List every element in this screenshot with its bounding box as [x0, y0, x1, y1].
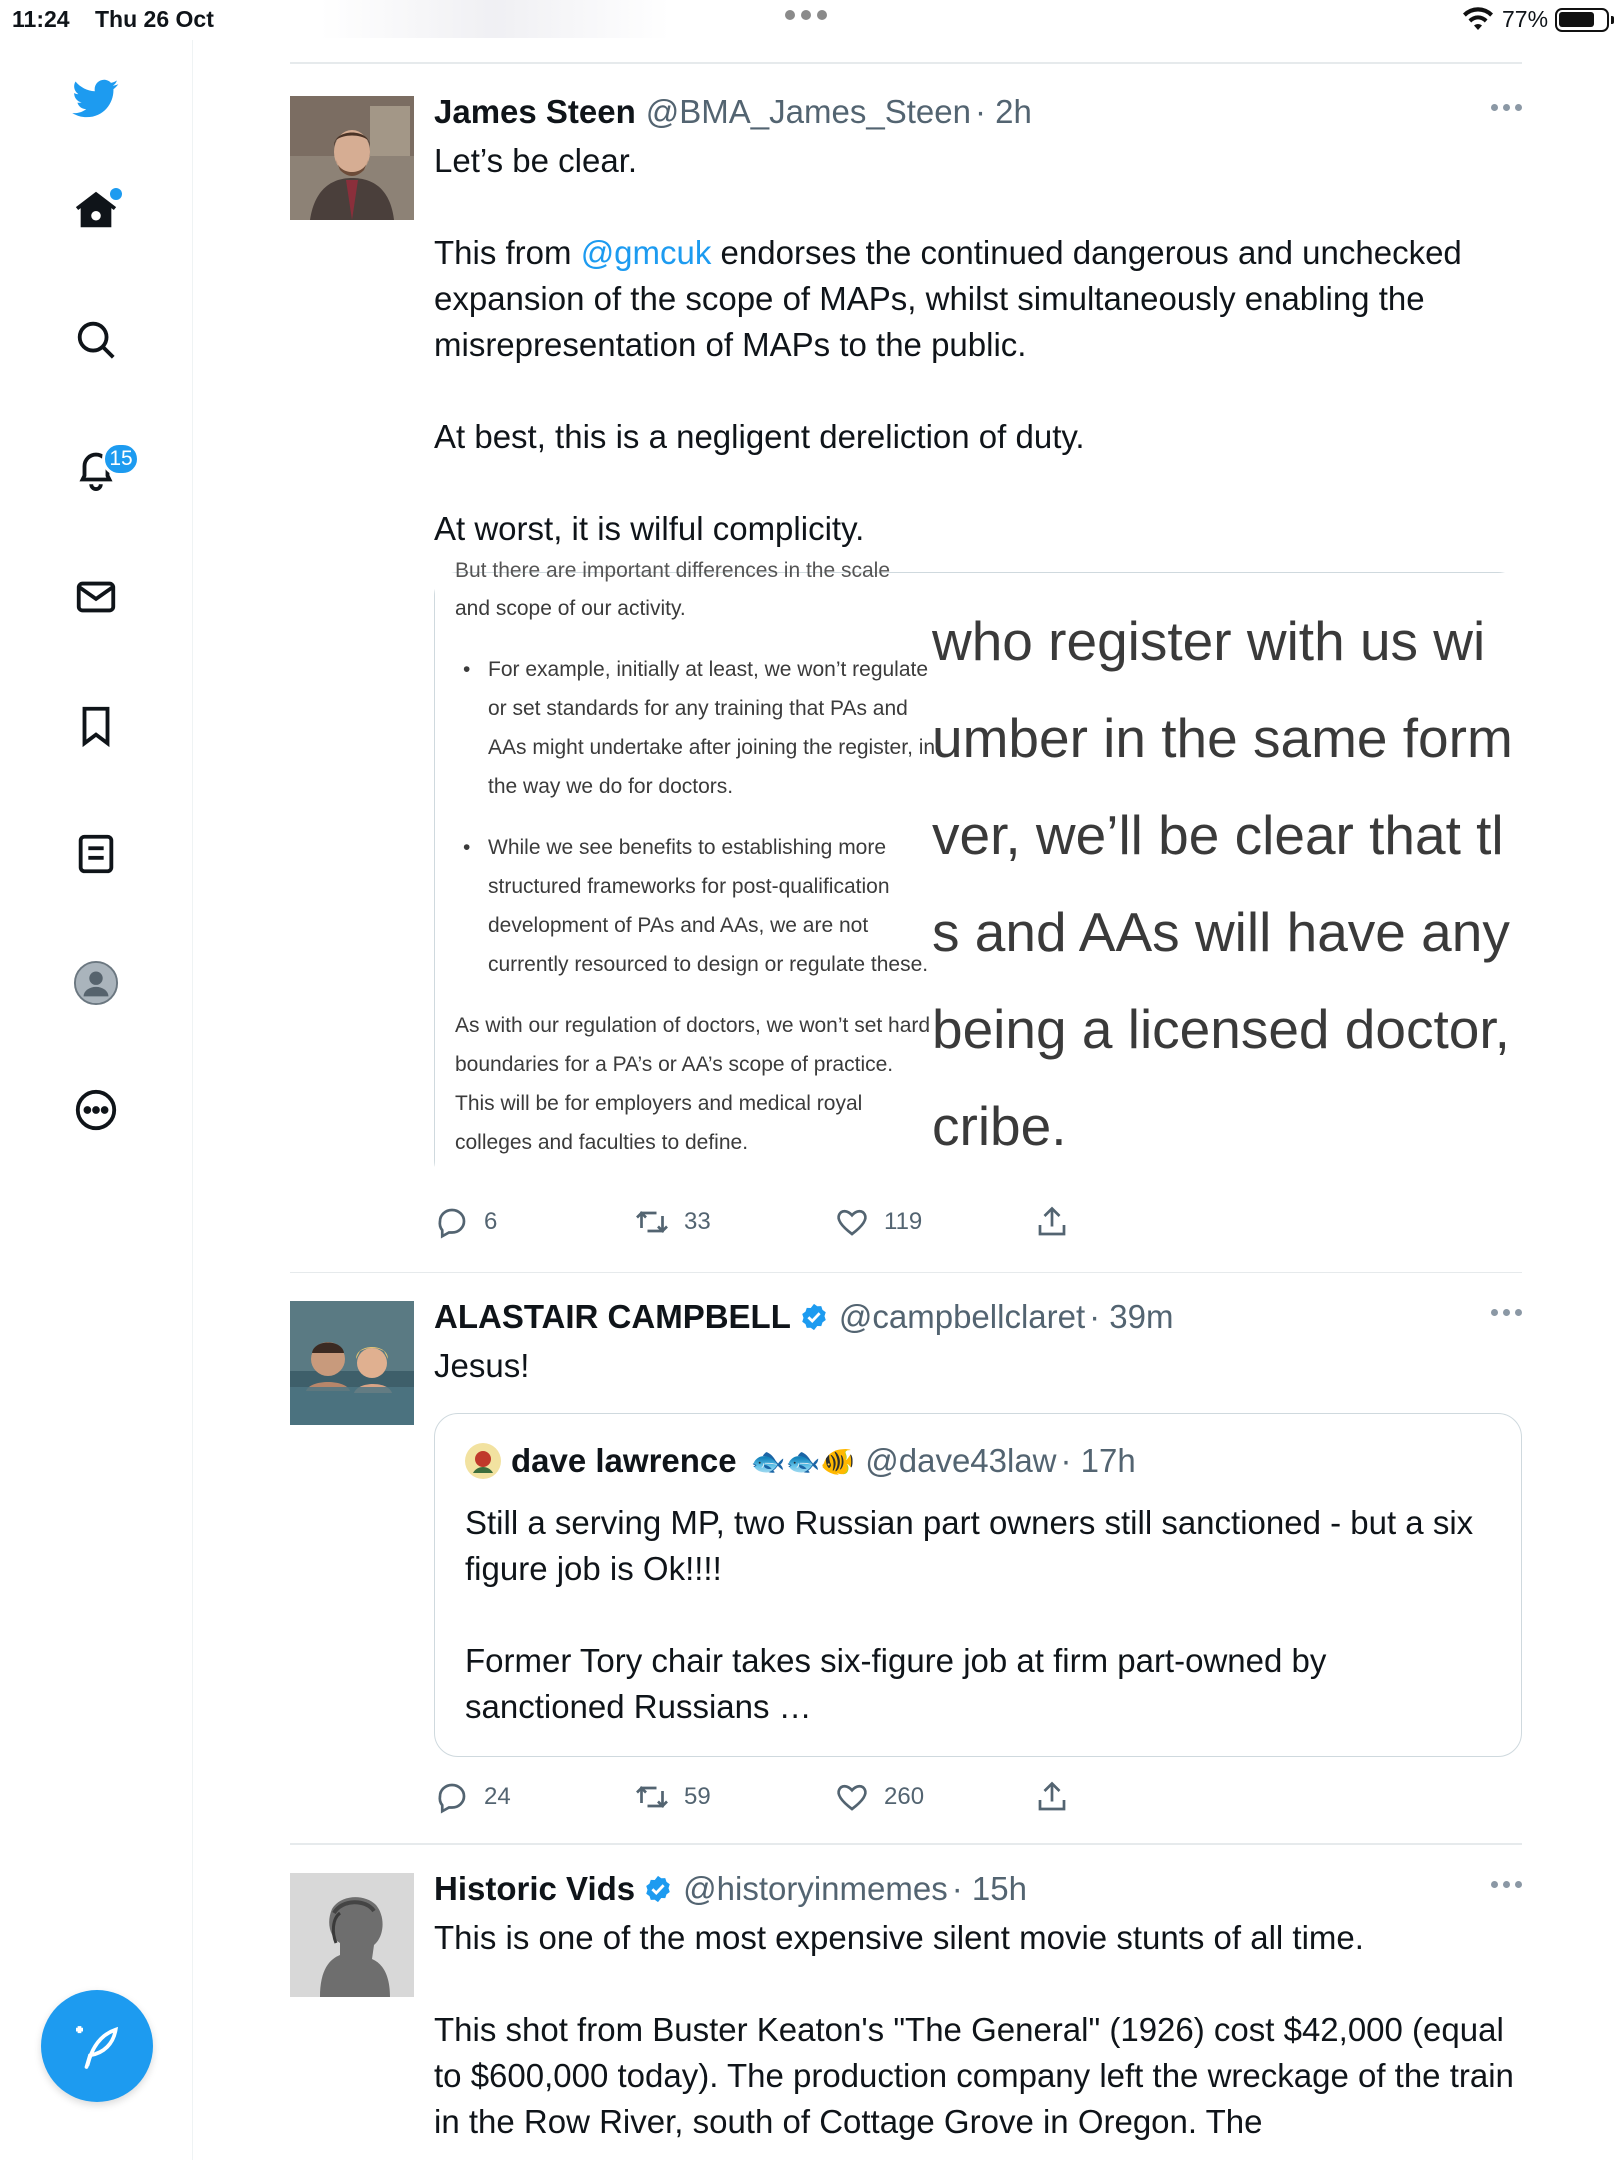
tweet-text: This is one of the most expensive silent movie stunts of all time. This shot from Buster Keaton's "The General" (1926) cost $42,000 (equal to $600,000 today). The production company left the wreckage of the train in the Row River, south of Cottage Grove in Oregon. The [434, 1918, 1514, 2140]
document-excerpt-left [435, 558, 960, 1185]
quote-avatar [465, 1443, 501, 1479]
avatar[interactable] [290, 96, 414, 220]
document-excerpt-zoomed [932, 573, 1523, 1185]
retweet-icon [634, 1204, 670, 1240]
tweet-header [434, 92, 1522, 132]
tweet-time[interactable]: · 39m [1089, 1298, 1174, 1335]
heart-icon [834, 1204, 870, 1240]
tweet-actions [434, 1779, 1234, 1815]
tweet-more-icon[interactable] [1491, 104, 1522, 111]
author-name[interactable]: ALASTAIR CAMPBELL [434, 1298, 791, 1335]
like-button[interactable] [834, 1779, 1034, 1815]
like-count: 260 [884, 1783, 925, 1810]
twitter-logo-icon[interactable] [66, 68, 126, 128]
tweet-image[interactable] [434, 558, 1522, 1184]
tweet-body [434, 1869, 1522, 2145]
share-icon [1034, 1779, 1070, 1815]
author-handle[interactable]: @BMA_James_Steen [645, 92, 971, 130]
notification-badge: 15 [102, 442, 140, 476]
timeline [290, 62, 1522, 2165]
zoomed-text-line: ver, we’ll be clear that tl [932, 803, 1504, 866]
status-time: 11:24 [12, 6, 70, 32]
search-icon[interactable] [66, 310, 126, 370]
doc-bullets [455, 650, 960, 984]
tweet-more-icon[interactable] [1491, 1881, 1522, 1888]
compose-feather-icon [69, 2018, 125, 2074]
tweet-text-post: endorses the continued dangerous and unchecked expansion of the scope of MAPs, whilst simultaneously enabling the misrepresentation of MAPs to the public. At best, this is a negligent dereliction of duty. At worst, it is wilful complicity. [434, 233, 1462, 547]
zoomed-text-line: cribe. [932, 1094, 1067, 1157]
bell-icon[interactable] [66, 438, 133, 498]
reply-icon [434, 1204, 470, 1240]
reply-button[interactable] [434, 1779, 634, 1815]
envelope-icon[interactable] [66, 567, 126, 627]
quote-text: Still a serving MP, two Russian part owners still sanctioned - but a six figure job is Ok!!!! Former Tory chair takes six-figure job at firm part-owned by sanctioned Russians … [465, 1504, 1474, 1725]
top-fade [320, 0, 670, 38]
home-icon[interactable] [66, 180, 126, 240]
tweet-time[interactable]: · 2h [974, 92, 1032, 130]
reply-count: 24 [484, 1783, 511, 1810]
quoted-tweet[interactable] [434, 1413, 1522, 1757]
retweet-count: 59 [684, 1783, 711, 1810]
doc-outro: As with our regulation of doctors, we won’t set hard boundaries for a PA’s or AA’s scope of practice. This will be for employers and medical royal colleges and faculties to define. [455, 1013, 931, 1154]
share-button[interactable] [1034, 1204, 1234, 1240]
battery-icon [1555, 8, 1609, 32]
reply-button[interactable] [434, 1204, 634, 1240]
tweet-text-pre: This from [434, 233, 581, 271]
like-button[interactable] [834, 1204, 1034, 1240]
compose-tweet-button[interactable] [41, 1990, 153, 2102]
tweet-actions [434, 1204, 1234, 1240]
doc-bullet: • For example, initially at least, we won’t regulate or set standards for any training that PAs and AAs might undertake after joining the register, in the way we do for doctors. [455, 650, 960, 806]
doc-cut-line: But there are important differences in the scale [455, 558, 891, 582]
retweet-count: 33 [684, 1207, 711, 1235]
tweet-time[interactable]: · 15h [951, 1869, 1027, 1907]
list-icon[interactable] [66, 824, 126, 884]
home-unread-dot [110, 188, 122, 200]
quote-header [465, 1442, 1136, 1480]
tweet-text-line: Let’s be clear. [434, 141, 638, 179]
tweet[interactable] [290, 64, 1522, 1272]
profile-icon[interactable] [66, 953, 126, 1013]
wifi-icon [1462, 6, 1494, 38]
verified-badge-icon [799, 1302, 829, 1332]
zoomed-text-line: being a licensed doctor, [932, 997, 1510, 1060]
zoomed-text-line: umber in the same form [932, 706, 1513, 769]
bookmark-icon[interactable] [66, 696, 126, 756]
status-date: Thu 26 Oct [95, 6, 214, 32]
tweet-header [434, 1869, 1522, 1909]
retweet-button[interactable] [634, 1204, 834, 1240]
heart-icon [834, 1779, 870, 1815]
author-name[interactable]: James Steen [434, 92, 636, 130]
quote-author-name: dave lawrence [511, 1442, 737, 1479]
sidebar [0, 40, 193, 2160]
tweet-text: Jesus! [434, 1347, 530, 1384]
mention-link[interactable]: @gmcuk [580, 233, 712, 271]
reply-icon [434, 1779, 470, 1815]
battery-percent: 77% [1502, 6, 1549, 32]
more-circle-icon[interactable] [66, 1080, 126, 1140]
retweet-icon [634, 1779, 670, 1815]
fish-emoji-icons: 🐟🐟🐠 [750, 1445, 856, 1477]
author-name[interactable]: Historic Vids [434, 1869, 636, 1907]
multitasking-dots[interactable] [785, 10, 827, 20]
author-handle[interactable]: @campbellclaret [838, 1298, 1086, 1335]
zoomed-text-line: s and AAs will have any [932, 900, 1510, 963]
tweet[interactable] [290, 1273, 1522, 1843]
tweet[interactable] [290, 1845, 1522, 2165]
reply-count: 6 [484, 1207, 498, 1235]
avatar[interactable] [290, 1873, 414, 1997]
avatar[interactable] [290, 1301, 414, 1425]
retweet-button[interactable] [634, 1779, 834, 1815]
share-icon [1034, 1204, 1070, 1240]
zoomed-text-line: who register with us wi [932, 609, 1486, 672]
author-handle[interactable]: @historyinmemes [683, 1869, 948, 1907]
tweet-more-icon[interactable] [1491, 1309, 1522, 1316]
tweet-body [434, 92, 1522, 552]
tweet-text [434, 138, 1522, 552]
verified-badge-icon [643, 1874, 673, 1904]
tweet-header [434, 1297, 1522, 1337]
tweet-body [434, 1297, 1522, 1389]
doc-intro: and scope of our activity. [455, 596, 686, 620]
share-button[interactable] [1034, 1779, 1234, 1815]
quote-time: · 17h [1060, 1442, 1136, 1479]
quote-author-handle: @dave43law [865, 1442, 1057, 1479]
doc-bullet: • While we see benefits to establishing more structured frameworks for post-qualification development of PAs and AAs, we are not currently resourced to design or regulate these. [455, 828, 960, 984]
status-bar [0, 0, 1620, 40]
like-count: 119 [884, 1207, 923, 1235]
